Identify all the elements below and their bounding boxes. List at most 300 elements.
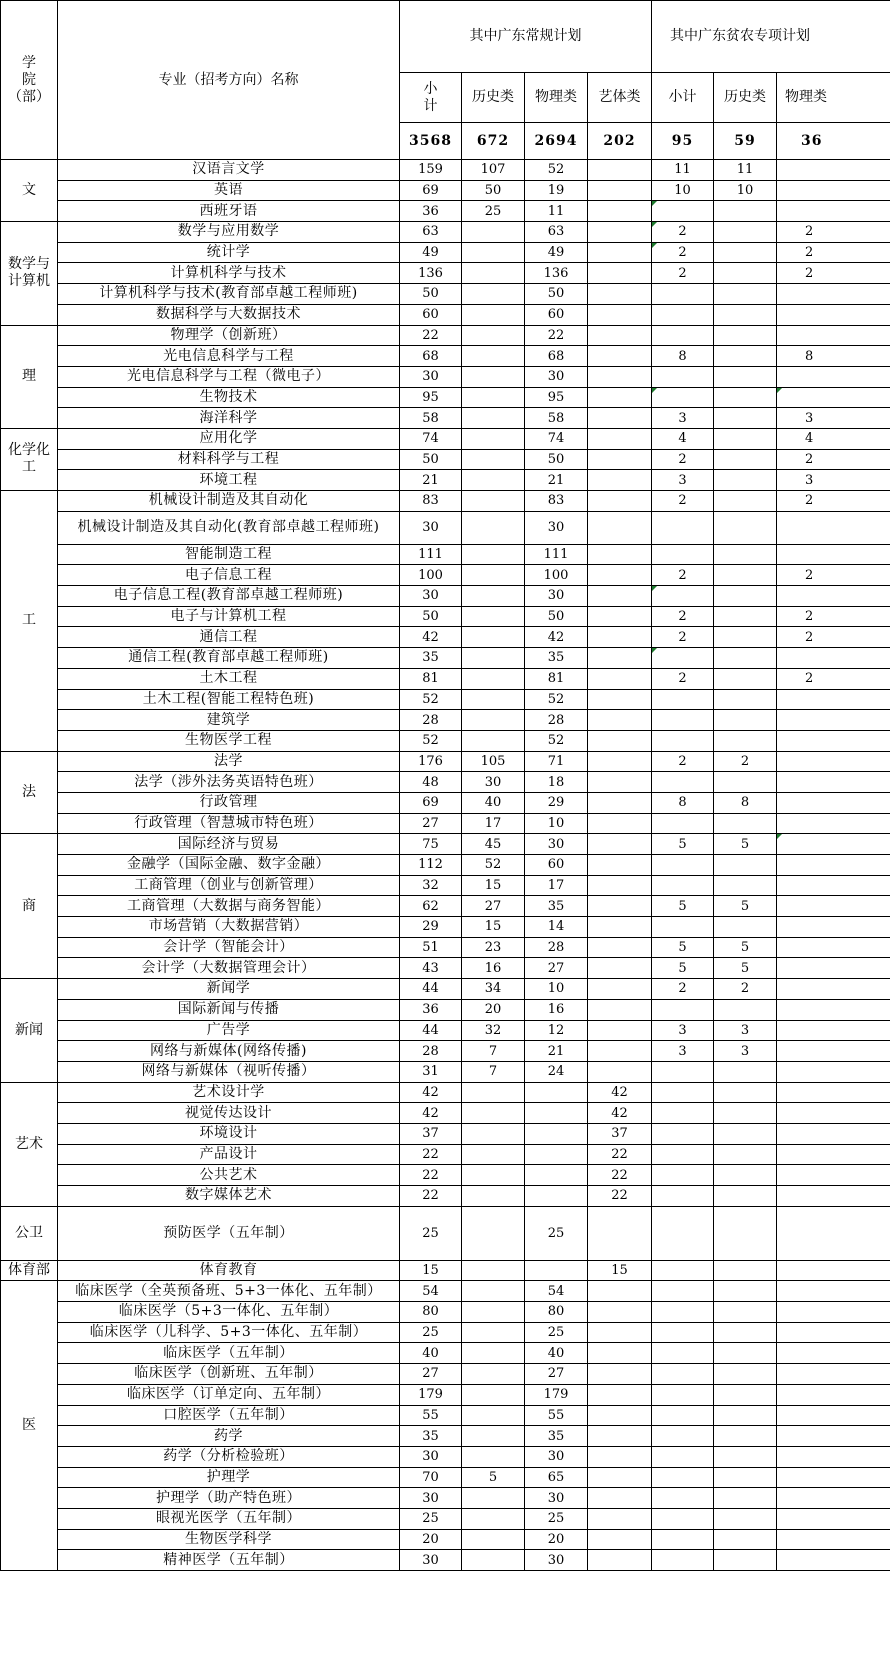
poverty-history-cell (714, 751, 777, 772)
poverty-subtotal-cell (652, 1550, 714, 1571)
physics-value: 35 (547, 1428, 565, 1444)
subtotal-header (400, 73, 462, 123)
poverty-subtotal-cell (652, 1020, 714, 1041)
poverty-subtotal-cell (652, 180, 714, 201)
poverty-history-cell (714, 668, 777, 689)
subtotal-value: 100 (418, 567, 443, 583)
subtotal-value: 75 (422, 836, 439, 852)
physics-cell (525, 958, 588, 979)
art-cell (588, 544, 652, 565)
major-name-cell (58, 408, 400, 429)
subtotal-value: 30 (422, 1490, 439, 1506)
art-value: 22 (611, 1167, 628, 1183)
history-cell (462, 1529, 525, 1550)
major-name-cell (58, 834, 400, 855)
subtotal-cell (400, 896, 462, 917)
physics-cell (525, 855, 588, 876)
art-value: 22 (611, 1146, 628, 1162)
major-name: 口腔医学（五年制） (163, 1406, 294, 1423)
poverty-history-cell (714, 1020, 777, 1041)
history-cell (462, 1302, 525, 1323)
physics-cell (525, 1529, 588, 1550)
poverty-history-value: 5 (740, 960, 750, 976)
major-name: 海洋科学 (199, 409, 258, 426)
art-cell (588, 999, 652, 1020)
art-cell (588, 896, 652, 917)
subtotal-value: 36 (422, 1002, 439, 1018)
poverty-physics-cell (777, 1186, 890, 1207)
poverty-history-cell (714, 834, 777, 855)
history-cell (462, 408, 525, 429)
major-name-cell (58, 1488, 400, 1509)
physics-cell (525, 1020, 588, 1041)
major-name-cell (58, 689, 400, 710)
physics-cell (525, 565, 588, 586)
poverty-subtotal-cell (652, 917, 714, 938)
table-row (1, 408, 890, 429)
poverty-subtotal-value: 8 (678, 348, 687, 364)
art-cell (588, 689, 652, 710)
poverty-subtotal-cell (652, 242, 714, 263)
major-name: 眼视光医学（五年制） (156, 1510, 301, 1527)
physics-value: 50 (547, 609, 565, 625)
poverty-subtotal-cell (652, 1041, 714, 1062)
major-name: 西班牙语 (199, 202, 258, 219)
poverty-history-cell (714, 627, 777, 648)
art-cell (588, 160, 652, 181)
college-cell (1, 428, 58, 490)
poverty-subtotal-cell (652, 834, 714, 855)
physics-cell (525, 1426, 588, 1447)
poverty-history-cell (714, 263, 777, 284)
poverty-subtotal-value: 5 (678, 836, 687, 852)
poverty-physics-cell (777, 586, 890, 607)
subtotal-value: 62 (422, 898, 439, 914)
subtotal-value: 28 (422, 1043, 439, 1059)
physics-value: 68 (547, 348, 565, 364)
physics-value: 30 (547, 1449, 565, 1465)
college-header (1, 1, 58, 160)
subtotal-value: 52 (422, 733, 439, 749)
physics-value: 30 (547, 588, 565, 604)
art-cell (588, 586, 652, 607)
major-name: 网络与新媒体(网络传播) (150, 1042, 307, 1059)
table-row (1, 668, 890, 689)
poverty-physics-cell (777, 449, 890, 470)
poverty-history-cell (714, 1343, 777, 1364)
major-name: 精神医学（五年制） (163, 1551, 294, 1568)
major-name-cell (58, 606, 400, 627)
college-name: 医 (22, 1417, 36, 1434)
history-cell (462, 855, 525, 876)
subtotal-cell (400, 242, 462, 263)
major-name: 数字媒体艺术 (185, 1187, 272, 1204)
physics-cell (525, 1206, 588, 1260)
history-cell (462, 160, 525, 181)
poverty-physics-cell (777, 1467, 890, 1488)
physics-value: 14 (547, 919, 565, 935)
poverty-physics-cell (777, 1302, 890, 1323)
poverty-history-cell (714, 470, 777, 491)
history-cell (462, 242, 525, 263)
history-value: 30 (484, 774, 502, 790)
subtotal-cell (400, 730, 462, 751)
art-cell (588, 730, 652, 751)
subtotal-cell (400, 1322, 462, 1343)
art-cell (588, 565, 652, 586)
table-row (1, 565, 890, 586)
poverty-subtotal-cell (652, 979, 714, 1000)
table-row (1, 325, 890, 346)
poverty-subtotal-cell (652, 855, 714, 876)
subtotal2-header (652, 73, 714, 123)
art-cell (588, 263, 652, 284)
major-name: 艺术设计学 (192, 1083, 265, 1100)
major-name: 行政管理 (199, 794, 258, 811)
major-name: 临床医学（儿科学、5+3一体化、五年制） (89, 1324, 368, 1341)
subtotal-cell (400, 565, 462, 586)
major-name: 工商管理（大数据与商务智能） (127, 897, 330, 914)
physics-value: 30 (547, 1490, 565, 1506)
art-cell (588, 1446, 652, 1467)
physics-value: 30 (547, 520, 565, 536)
table-row (1, 1082, 890, 1103)
poverty-history-value: 3 (740, 1022, 750, 1038)
history-cell (462, 1020, 525, 1041)
poverty-subtotal-cell (652, 792, 714, 813)
table-row (1, 999, 890, 1020)
poverty-subtotal-cell (652, 325, 714, 346)
poverty-physics-cell (777, 751, 890, 772)
physics-cell (525, 511, 588, 544)
subtotal-value: 83 (422, 493, 439, 509)
physics-cell (525, 180, 588, 201)
major-name-cell (58, 201, 400, 222)
poverty-physics-cell (777, 772, 890, 793)
subtotal-cell (400, 387, 462, 408)
physics-cell (525, 284, 588, 305)
subtotal-value: 74 (422, 431, 439, 447)
history-value: 15 (484, 919, 502, 935)
poverty-subtotal-cell (652, 1467, 714, 1488)
poverty-physics-cell (777, 1364, 890, 1385)
physics-value: 83 (547, 493, 565, 509)
physics-value: 55 (547, 1407, 565, 1423)
physics-cell (525, 1467, 588, 1488)
poverty-physics-cell (777, 1041, 890, 1062)
subtotal-value: 35 (422, 1428, 439, 1444)
subtotal-cell (400, 1426, 462, 1447)
art-cell (588, 201, 652, 222)
poverty-subtotal-cell (652, 648, 714, 669)
major-name-cell (58, 160, 400, 181)
poverty-history-cell (714, 1529, 777, 1550)
subtotal-cell (400, 1529, 462, 1550)
subtotal-value: 30 (422, 520, 439, 536)
subtotal-cell (400, 751, 462, 772)
physics-cell (525, 1123, 588, 1144)
history-cell (462, 1322, 525, 1343)
table-row (1, 160, 890, 181)
table-row (1, 1103, 890, 1124)
physics-cell (525, 813, 588, 834)
group2-title: 其中广东贫农专项计划 (670, 28, 810, 44)
table-row (1, 428, 890, 449)
poverty-subtotal-cell (652, 304, 714, 325)
poverty-physics-cell (777, 325, 890, 346)
major-name: 护理学（助产特色班） (156, 1489, 301, 1506)
poverty-subtotal-value: 2 (678, 265, 687, 281)
subtotal-value: 43 (422, 960, 439, 976)
major-name: 建筑学 (206, 711, 251, 728)
college-name: 体育部 (8, 1262, 50, 1279)
poverty-physics-cell (777, 284, 890, 305)
poverty-physics-cell (777, 1206, 890, 1260)
subtotal2-header-label: 小计 (668, 89, 697, 105)
art-cell (588, 1488, 652, 1509)
poverty-physics-cell (777, 710, 890, 731)
poverty-subtotal-value: 2 (678, 981, 687, 997)
subtotal-value: 27 (422, 1366, 439, 1382)
poverty-physics-value: 2 (805, 567, 814, 583)
major-name: 临床医学（五年制） (163, 1344, 294, 1361)
major-name: 视觉传达设计 (185, 1104, 272, 1121)
history-cell (462, 1206, 525, 1260)
physics-header-label: 物理类 (535, 89, 577, 105)
table-row (1, 792, 890, 813)
poverty-physics-cell (777, 1550, 890, 1571)
physics-cell (525, 470, 588, 491)
table-row (1, 304, 890, 325)
physics-value: 21 (547, 1043, 565, 1059)
subtotal-cell (400, 346, 462, 367)
history-cell (462, 1144, 525, 1165)
poverty-history-cell (714, 1123, 777, 1144)
history-value: 45 (484, 836, 502, 852)
history-cell (462, 1186, 525, 1207)
physics-cell (525, 160, 588, 181)
table-row (1, 1384, 890, 1405)
poverty-history-cell (714, 544, 777, 565)
poverty-subtotal-cell (652, 222, 714, 243)
history-cell (462, 284, 525, 305)
table-row (1, 772, 890, 793)
history-cell (462, 1508, 525, 1529)
physics-value: 19 (547, 183, 565, 199)
poverty-physics-cell (777, 1281, 890, 1302)
major-name: 机械设计制造及其自动化 (148, 492, 309, 509)
table-row (1, 346, 890, 367)
subtotal-value: 51 (422, 940, 439, 956)
poverty-history-cell (714, 1206, 777, 1260)
subtotal-value: 48 (422, 774, 439, 790)
poverty-physics-cell (777, 896, 890, 917)
art-cell (588, 958, 652, 979)
subtotal-cell (400, 875, 462, 896)
subtotal-cell (400, 937, 462, 958)
total-cell (777, 123, 890, 160)
major-name: 金融学（国际金融、数字金融） (127, 856, 330, 873)
subtotal-cell (400, 689, 462, 710)
poverty-physics-cell (777, 1144, 890, 1165)
college-cell (1, 751, 58, 834)
poverty-physics-cell (777, 470, 890, 491)
table-row (1, 875, 890, 896)
major-name: 体育教育 (199, 1262, 258, 1279)
major-name: 统计学 (206, 244, 251, 261)
table-row (1, 751, 890, 772)
subtotal-value: 30 (422, 588, 439, 604)
physics-cell (525, 999, 588, 1020)
history-cell (462, 1260, 525, 1281)
subtotal-value: 20 (422, 1531, 439, 1547)
physics-cell (525, 544, 588, 565)
history-cell (462, 1281, 525, 1302)
poverty-subtotal-cell (652, 896, 714, 917)
total-cell (652, 123, 714, 160)
major-name: 临床医学（全英预备班、5+3一体化、五年制） (75, 1282, 382, 1299)
poverty-history-cell (714, 1041, 777, 1062)
subtotal-cell (400, 304, 462, 325)
poverty-history-cell (714, 958, 777, 979)
table-row (1, 1206, 890, 1260)
physics-cell (525, 1165, 588, 1186)
physics-value: 27 (547, 960, 565, 976)
poverty-subtotal-cell (652, 428, 714, 449)
poverty-subtotal-value: 11 (674, 162, 691, 178)
table-row (1, 470, 890, 491)
physics-cell (525, 648, 588, 669)
poverty-physics-cell (777, 1405, 890, 1426)
subtotal-value: 35 (422, 650, 439, 666)
art-cell (588, 470, 652, 491)
poverty-subtotal-cell (652, 606, 714, 627)
major-name: 预防医学（五年制） (163, 1224, 294, 1241)
physics-cell (525, 606, 588, 627)
subtotal-value: 112 (418, 857, 443, 873)
poverty-subtotal-value: 2 (678, 609, 687, 625)
poverty-subtotal-value: 2 (678, 753, 687, 769)
poverty-physics-cell (777, 304, 890, 325)
art-cell (588, 408, 652, 429)
art-cell (588, 1529, 652, 1550)
major-name-cell (58, 511, 400, 544)
subtotal-cell (400, 813, 462, 834)
poverty-history-cell (714, 242, 777, 263)
subtotal-cell (400, 1488, 462, 1509)
subtotal-value: 55 (422, 1407, 439, 1423)
subtotal-cell (400, 511, 462, 544)
subtotal-value: 69 (422, 795, 439, 811)
subtotal-cell (400, 606, 462, 627)
subtotal-cell (400, 586, 462, 607)
poverty-subtotal-cell (652, 1488, 714, 1509)
history-cell (462, 180, 525, 201)
poverty-subtotal-cell (652, 668, 714, 689)
poverty-history-cell (714, 1384, 777, 1405)
physics-value: 49 (547, 245, 565, 261)
poverty-history-cell (714, 999, 777, 1020)
poverty-subtotal-cell (652, 999, 714, 1020)
art-cell (588, 937, 652, 958)
poverty-physics-value: 2 (805, 629, 814, 645)
art-header-label: 艺体类 (598, 89, 641, 105)
subtotal-value: 28 (422, 712, 439, 728)
poverty-history-cell (714, 606, 777, 627)
table-row (1, 813, 890, 834)
art-value: 22 (611, 1188, 628, 1204)
history-value: 52 (484, 857, 502, 873)
poverty-physics-cell (777, 1260, 890, 1281)
history-cell (462, 751, 525, 772)
poverty-history-cell (714, 304, 777, 325)
physics-value: 27 (547, 1366, 565, 1382)
major-name: 数学与应用数学 (177, 223, 280, 240)
major-name: 会计学（大数据管理会计） (141, 959, 316, 976)
major-name-cell (58, 428, 400, 449)
physics2-header-label: 物理类 (785, 89, 827, 105)
poverty-physics-cell (777, 917, 890, 938)
major-name-cell (58, 751, 400, 772)
table-row (1, 1426, 890, 1447)
history-cell (462, 346, 525, 367)
poverty-subtotal-cell (652, 1508, 714, 1529)
history-cell (462, 449, 525, 470)
physics-value: 20 (547, 1531, 565, 1547)
art-cell (588, 1020, 652, 1041)
poverty-physics-cell (777, 408, 890, 429)
physics-cell (525, 627, 588, 648)
major-name-cell (58, 648, 400, 669)
history-cell (462, 772, 525, 793)
physics-cell (525, 325, 588, 346)
poverty-physics-cell (777, 544, 890, 565)
subtotal-cell (400, 979, 462, 1000)
major-name-cell (58, 1550, 400, 1571)
subtotal-cell (400, 222, 462, 243)
poverty-subtotal-value: 3 (678, 1022, 687, 1038)
physics-cell (525, 668, 588, 689)
physics-cell (525, 937, 588, 958)
physics2-header (777, 73, 890, 123)
physics-value: 63 (547, 224, 565, 240)
subtotal-cell (400, 1467, 462, 1488)
major-name: 法学 (214, 752, 243, 769)
major-name: 行政管理（智慧城市特色班） (134, 814, 323, 831)
poverty-subtotal-value: 2 (678, 224, 687, 240)
poverty-subtotal-cell (652, 1260, 714, 1281)
poverty-physics-cell (777, 387, 890, 408)
physics-value: 10 (547, 981, 565, 997)
poverty-history-cell (714, 1426, 777, 1447)
poverty-subtotal-cell (652, 751, 714, 772)
subtotal-cell (400, 160, 462, 181)
physics-header (525, 73, 588, 123)
art-cell (588, 1343, 652, 1364)
subtotal-cell (400, 428, 462, 449)
poverty-subtotal-cell (652, 160, 714, 181)
subtotal-cell (400, 668, 462, 689)
subtotal-value: 44 (422, 981, 439, 997)
poverty-history-value: 5 (740, 836, 750, 852)
subtotal-cell (400, 1384, 462, 1405)
poverty-history-cell (714, 1260, 777, 1281)
table-row (1, 979, 890, 1000)
table-row (1, 387, 890, 408)
poverty-subtotal-cell (652, 511, 714, 544)
art-cell (588, 1550, 652, 1571)
subtotal-cell (400, 772, 462, 793)
